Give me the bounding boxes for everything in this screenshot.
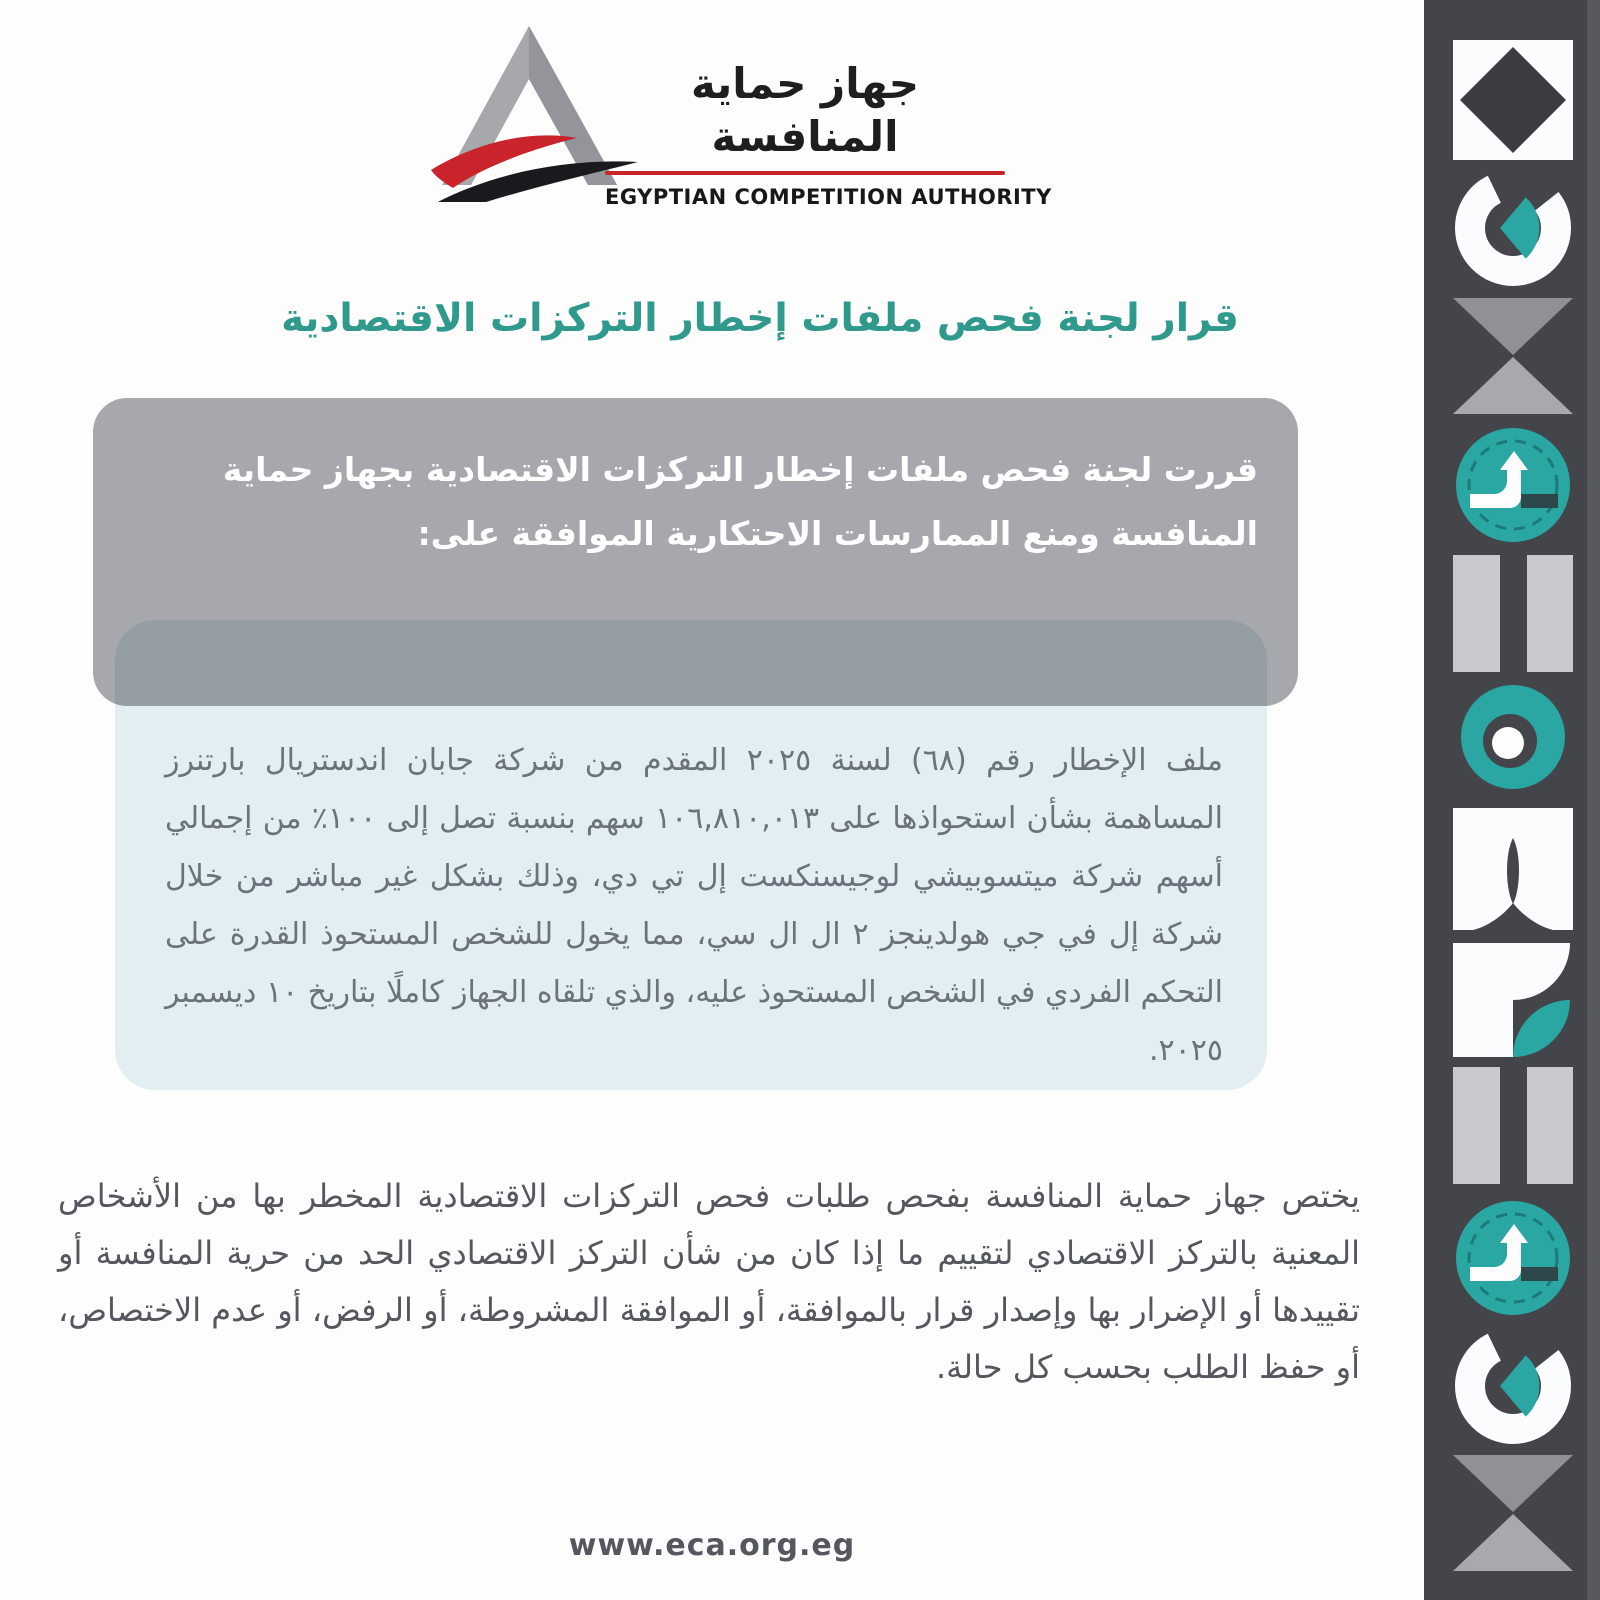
website-url: www.eca.org.eg [568, 1528, 856, 1563]
sidebar-edge-strip [1587, 0, 1600, 1600]
logo-arabic-name: جهاز حماية المنافسة [690, 59, 919, 161]
merge-arrow-circle-icon [1456, 1201, 1570, 1315]
target-donut-icon [1461, 685, 1565, 789]
page-title: قرار لجنة فحص ملفات إخطار التركزات الاقتصادية [281, 296, 1239, 341]
decision-text: قررت لجنة فحص ملفات إخطار التركزات الاقتصادية بجهاز حماية المنافسة ومنع الممارسات الاحتكارية الموافقة على: [222, 450, 1258, 554]
logo-text-block [605, 58, 1052, 209]
notification-box [115, 620, 1267, 1090]
logo-red-divider [605, 171, 1005, 175]
eca-logo [425, 22, 1052, 209]
mandate-paragraph: يختص جهاز حماية المنافسة بفحص طلبات فحص التركزات الاقتصادية المخطر بها من الأشخاص المعنية بالتركز الاقتصادي لتقييم ما إذا كان من شأن التركز الاقتصادي الحد من حرية المنافسة أو تقييدها أو الإضرار بها وإصدار قرار بالموافقة، أو الموافقة المشروطة، أو الرفض، أو عدم الاختصاص، أو حفظ الطلب بحسب كل حالة. [58, 1177, 1360, 1386]
merge-arrow-circle-icon [1456, 428, 1570, 542]
logo-english-name: EGYPTIAN COMPETITION AUTHORITY [605, 185, 1052, 209]
notification-text: ملف الإخطار رقم (٦٨) لسنة ٢٠٢٥ المقدم من شركة جابان اندستريال بارتنرز المساهمة بشأن استحواذها على ١٠٦,٨١٠,٠١٣ سهم بنسبة تصل إلى ١٠٠٪ من إجمالي أسهم شركة ميتسوبيشي لوجيسنكست إل تي دي، وذلك بشكل غير مباشر من خلال شركة إل في جي هولدينجز ٢ ال ال سي، مما يخول للشخص المستحوذ القدرة على التحكم الفردي في الشخص المستحوذ عليه، والذي تلقاه الجهاز كاملًا بتاريخ ١٠ ديسمبر ٢٠٢٥. [165, 743, 1224, 1068]
decorative-sidebar [1424, 0, 1600, 1600]
diamond-in-square-icon [1453, 40, 1573, 160]
